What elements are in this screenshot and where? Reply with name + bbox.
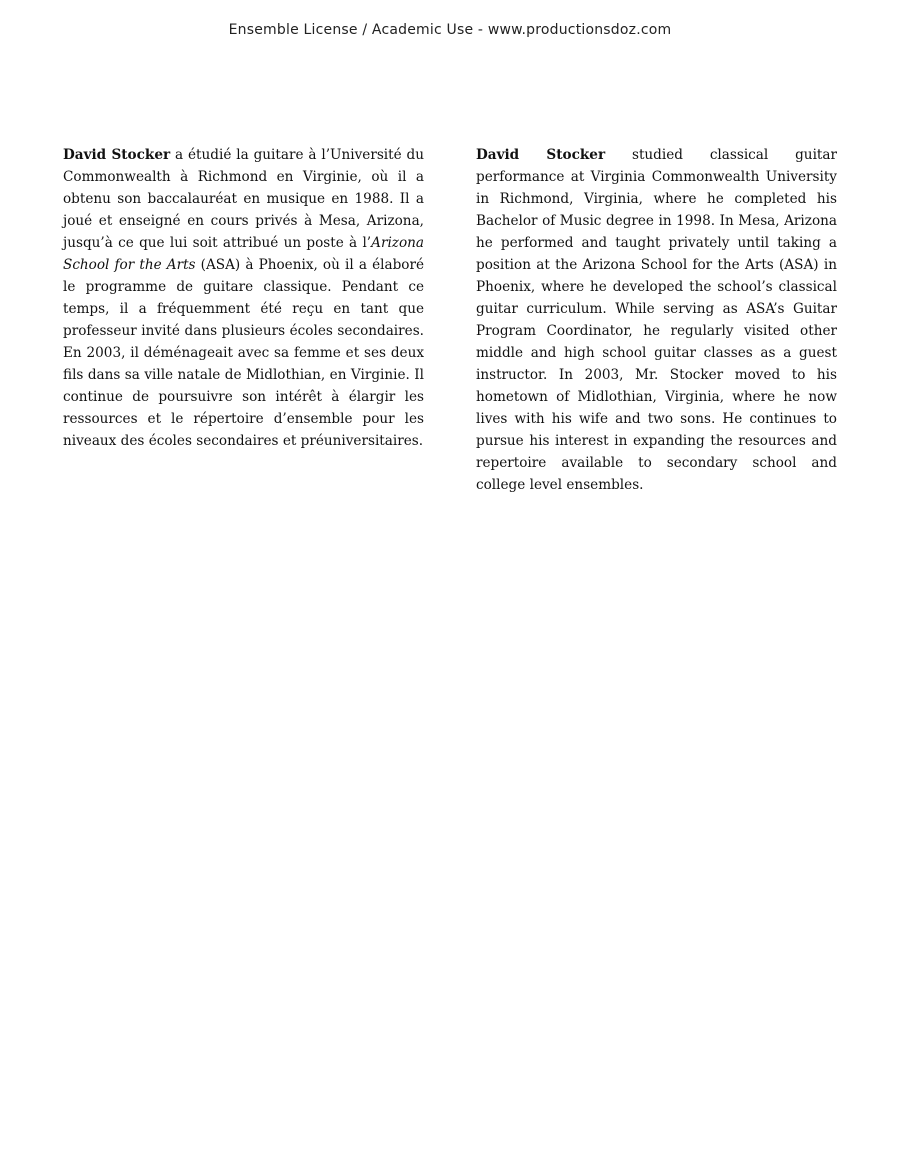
bio-french-paragraph — [63, 144, 424, 452]
bio-english-text: studied classical guitar performance at Virginia Commonwealth University in Richmond, Virginia, where he completed his Bachelor of Music degree in 1998. In Mesa, Arizona he performed and taught privately until taking a position at the Arizona School for the Arts (ASA) in Phoenix, where he developed the school’s classical guitar curriculum. While serving as ASA’s Guitar Program Coordinator, he regularly visited other middle and high school guitar classes as a guest instructor. In 2003, Mr. Stocker moved to his hometown of Midlothian, Virginia, where he now lives with his wife and two sons. He continues to pursue his interest in expanding the resources and repertoire available to secondary school and college level ensembles. — [476, 147, 837, 493]
bio-french-text-part-2: (ASA) à Phoenix, où il a élaboré le programme de guitare classique. Pendant ce temps, il a fréquemment été reçu en tant que professeur invité dans plusieurs écoles secondaires. En 2003, il déménageait avec sa femme et ses deux fils dans sa ville natale de Midlothian, en Virginie. Il continue de poursuivre son intérêt à élargir les ressources et le répertoire d’ensemble pour les niveaux des écoles secondaires et préuniversitaires. — [63, 257, 424, 449]
author-name: David Stocker — [63, 147, 171, 163]
license-header: Ensemble License / Academic Use - www.productionsdoz.com — [228, 22, 672, 38]
school-name-italic: Arizona School for the Arts — [63, 235, 424, 273]
bio-french-column — [63, 144, 424, 452]
author-name: David Stocker — [476, 147, 606, 163]
bio-english-column — [476, 144, 837, 496]
bio-french-text-part-1: a étudié la guitare à l’Université du Commonwealth à Richmond en Virginie, où il a obtenu son baccalauréat en musique en 1988. Il a joué et enseigné en cours privés à Mesa, Arizona, jusqu’à ce que lui soit attribué un poste à l’ — [63, 147, 424, 251]
bio-english-paragraph — [476, 144, 837, 496]
